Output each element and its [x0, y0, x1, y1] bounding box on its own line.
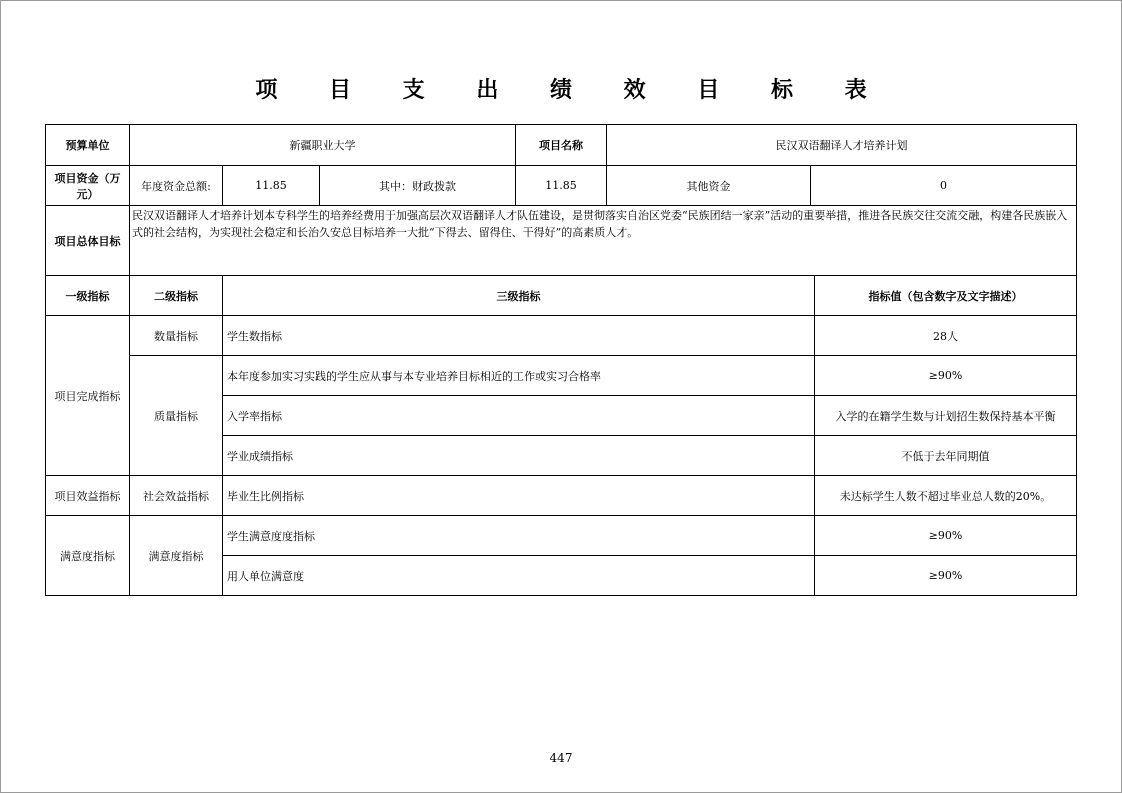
level3-cell: 毕业生比例指标	[223, 476, 815, 516]
level2-cell: 质量指标	[130, 356, 223, 476]
funds-label: 项目资金（万元）	[46, 166, 130, 206]
level1-cell: 项目效益指标	[46, 476, 130, 516]
indicator-value-cell: 不低于去年同期值	[815, 436, 1077, 476]
other-funds-value: 0	[811, 166, 1077, 206]
table-row	[46, 356, 1077, 396]
overall-goal-text: 民汉双语翻译人才培养计划本专科学生的培养经费用于加强高层次双语翻译人才队伍建设，是贯彻落实自治区党委“民族团结一家亲”活动的重要举措，推进各民族交往交流交融，构建各民族嵌入式的社会结构，为实现社会稳定和长治久安总目标培养一大批“下得去、留得住、干得好”的高素质人才。	[130, 206, 1077, 276]
other-funds-label: 其他资金	[607, 166, 811, 206]
level3-cell: 用人单位满意度	[223, 556, 815, 596]
overall-goal-label: 项目总体目标	[46, 206, 130, 276]
indicator-header-row	[46, 276, 1077, 316]
value-header: 指标值（包含数字及文字描述）	[815, 276, 1077, 316]
level1-cell: 项目完成指标	[46, 316, 130, 476]
table-row	[46, 316, 1077, 356]
page-number: 447	[549, 751, 573, 765]
level2-cell: 数量指标	[130, 316, 223, 356]
indicator-value-cell: ≥90%	[815, 556, 1077, 596]
table-row	[46, 516, 1077, 556]
level3-cell: 入学率指标	[223, 396, 815, 436]
table-row	[46, 476, 1077, 516]
overall-goal-row	[46, 206, 1077, 276]
indicator-value-cell: 28人	[815, 316, 1077, 356]
indicator-table	[45, 275, 1077, 596]
level3-cell: 学业成绩指标	[223, 436, 815, 476]
fiscal-allocation-label: 其中：财政拨款	[320, 166, 516, 206]
level3-cell: 学生满意度度指标	[223, 516, 815, 556]
annual-total-value: 11.85	[223, 166, 320, 206]
budget-unit-row	[46, 125, 1077, 166]
level2-cell: 社会效益指标	[130, 476, 223, 516]
level3-header: 三级指标	[223, 276, 815, 316]
performance-target-table	[45, 124, 1077, 276]
level2-header: 二级指标	[130, 276, 223, 316]
level1-cell: 满意度指标	[46, 516, 130, 596]
funds-row	[46, 166, 1077, 206]
level3-cell: 本年度参加实习实践的学生应从事与本专业培养目标相近的工作或实习合格率	[223, 356, 815, 396]
level2-cell: 满意度指标	[130, 516, 223, 596]
budget-unit-value: 新疆职业大学	[130, 125, 516, 166]
indicator-value-cell: 未达标学生人数不超过毕业总人数的20%。	[815, 476, 1077, 516]
fiscal-allocation-value: 11.85	[516, 166, 607, 206]
indicator-value-cell: ≥90%	[815, 516, 1077, 556]
indicator-value-cell: ≥90%	[815, 356, 1077, 396]
level1-header: 一级指标	[46, 276, 130, 316]
budget-unit-label: 预算单位	[46, 125, 130, 166]
page-title: 项 目 支 出 绩 效 目 标 表	[255, 78, 889, 103]
level3-cell: 学生数指标	[223, 316, 815, 356]
project-name-label: 项目名称	[516, 125, 607, 166]
indicator-value-cell: 入学的在籍学生数与计划招生数保持基本平衡	[815, 396, 1077, 436]
project-name-value: 民汉双语翻译人才培养计划	[607, 125, 1077, 166]
annual-total-label: 年度资金总额:	[130, 166, 223, 206]
